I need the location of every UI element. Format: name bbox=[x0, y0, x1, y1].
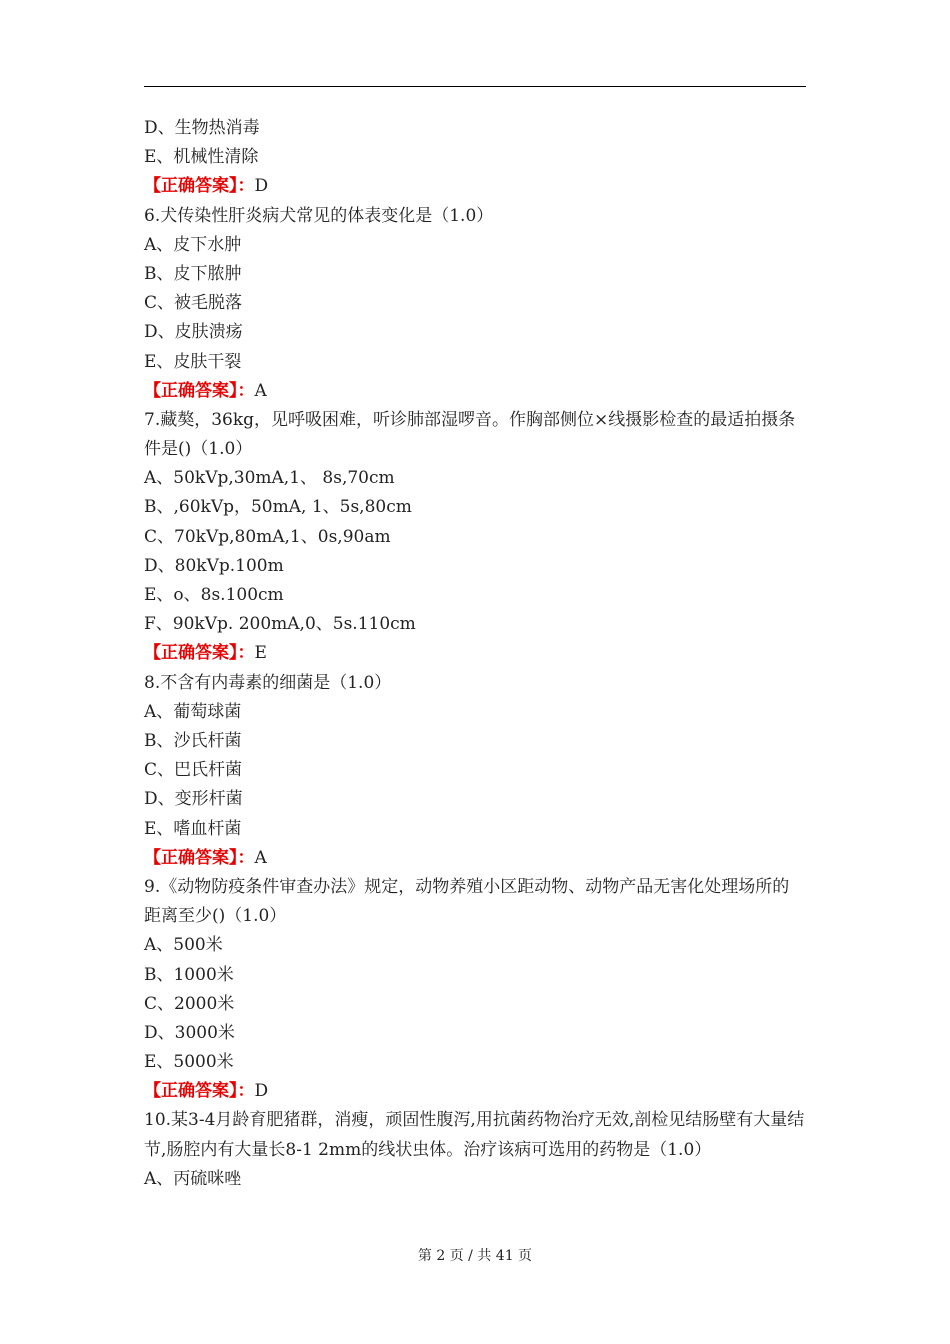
option: A、葡萄球菌 bbox=[144, 701, 242, 722]
answer-line bbox=[144, 639, 806, 668]
option: A、50kVp,30mA,1、 8s,70cm bbox=[144, 468, 395, 489]
option: B、,60kVp，50mA, 1、5s,80cm bbox=[144, 497, 412, 518]
answer-label: 【正确答案】： bbox=[144, 1081, 255, 1102]
question-stem: 7.藏獒，36kg，见呼吸困难，听诊肺部湿啰音。作胸部侧位×线摄影检查的最适拍摄条件是()（1.0） bbox=[144, 409, 796, 460]
question-stem: 6.犬传染性肝炎病犬常见的体表变化是（1.0） bbox=[144, 205, 494, 226]
option: D、皮肤溃疡 bbox=[144, 322, 243, 343]
answer-value: A bbox=[254, 380, 267, 401]
answer-value: D bbox=[254, 1081, 269, 1102]
option: D、3000米 bbox=[144, 1022, 235, 1043]
option: D、变形杆菌 bbox=[144, 789, 243, 810]
option: A、皮下水肿 bbox=[144, 234, 242, 255]
option: E、o、8s.100cm bbox=[144, 585, 284, 606]
answer-label: 【正确答案】： bbox=[144, 847, 255, 868]
option: F、90kVp. 200mA,0、5s.110cm bbox=[144, 614, 416, 635]
question-stem: 10.某3-4月龄育肥猪群，消瘦，顽固性腹泻,用抗菌药物治疗无效,剖检见结肠壁有大量结节,肠腔内有大量长8-1 2mm的线状虫体。治疗该病可选用的药物是（1.0） bbox=[144, 1110, 805, 1160]
page-content bbox=[144, 114, 806, 1194]
option: C、被毛脱落 bbox=[144, 293, 243, 314]
option: B、沙氏杆菌 bbox=[144, 731, 242, 751]
answer-value: E bbox=[254, 643, 267, 664]
option: C、70kVp,80mA,1、0s,90am bbox=[144, 526, 391, 547]
option: C、2000米 bbox=[144, 993, 235, 1014]
option: B、1000米 bbox=[144, 964, 234, 985]
question-stem: 8.不含有内毒素的细菌是（1.0） bbox=[144, 672, 392, 693]
answer-label: 【正确答案】： bbox=[144, 380, 255, 401]
option: A、500米 bbox=[144, 935, 223, 956]
answer-value: A bbox=[254, 847, 267, 868]
option: E、嗜血杆菌 bbox=[144, 818, 242, 839]
option: D、生物热消毒 bbox=[144, 118, 260, 138]
answer-value: D bbox=[254, 176, 269, 197]
question-stem: 9.《动物防疫条件审查办法》规定，动物养殖小区距动物、动物产品无害化处理场所的距离至少()（1.0） bbox=[144, 876, 790, 927]
option: A、丙硫咪唑 bbox=[144, 1168, 242, 1189]
page-footer: 第 2 页 / 共 41 页 bbox=[417, 1248, 533, 1264]
answer-line bbox=[144, 1077, 806, 1106]
answer-line bbox=[144, 844, 806, 873]
answer-label: 【正确答案】： bbox=[144, 643, 255, 664]
option: E、机械性清除 bbox=[144, 147, 259, 168]
option: E、5000米 bbox=[144, 1052, 234, 1073]
option: B、皮下脓肿 bbox=[144, 263, 242, 284]
option: D、80kVp.100m bbox=[144, 555, 284, 576]
option: C、巴氏杆菌 bbox=[144, 760, 243, 781]
answer-line bbox=[144, 377, 806, 406]
answer-label: 【正确答案】： bbox=[144, 176, 255, 197]
header-rule bbox=[144, 86, 806, 87]
option: E、皮肤干裂 bbox=[144, 351, 242, 372]
answer-line bbox=[144, 172, 806, 201]
